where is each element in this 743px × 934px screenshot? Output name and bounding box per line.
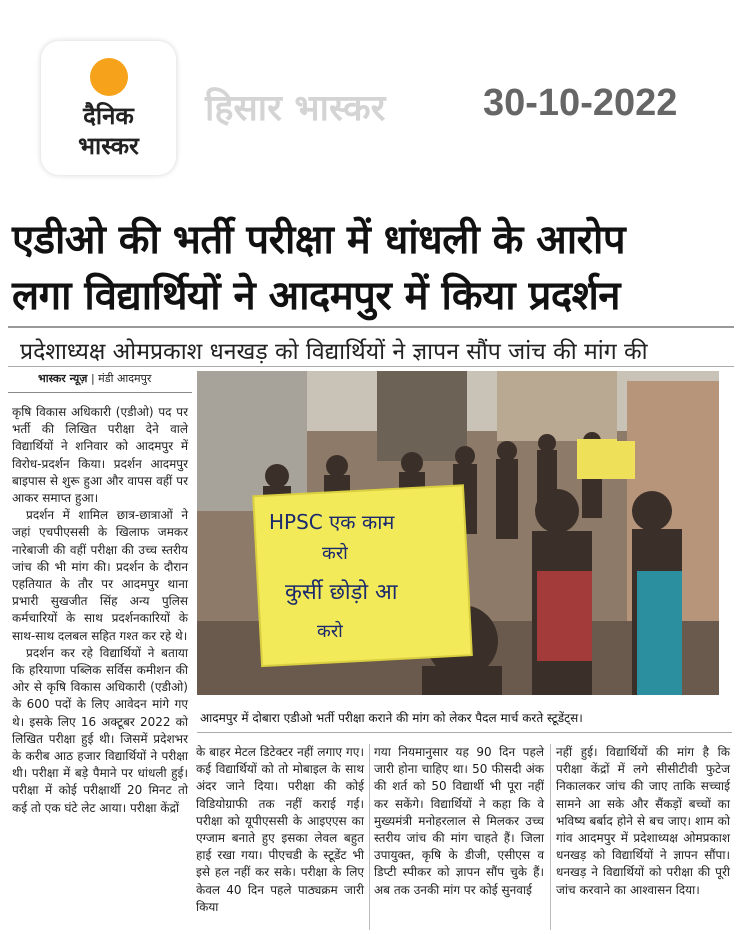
paragraph-1: कृषि विकास अधिकारी (एडीओ) पद पर भर्ती की लिखित परीक्षा देने वाले विद्यार्थियों ने शनिवार को आदमपुर में विरोध-प्रदर्शन किया। प्रदर्शन आदमपुर बाइपास से शुरू हुआ और वापस वहीं पर आकर समाप्त हुआ। <box>12 405 188 506</box>
article-column-1 <box>12 404 188 817</box>
byline-separator: | <box>90 372 99 385</box>
headline-line-2: लगा विद्यार्थियों ने आदमपुर में किया प्रदर्शन <box>12 273 620 319</box>
subheadline: प्रदेशाध्यक्ष ओमप्रकाश धनखड़ को विद्यार्थियों ने ज्ञापन सौंप जांच की मांग की <box>20 339 648 365</box>
edition-name: हिसार भास्कर <box>205 88 386 129</box>
article-column-3: गया नियमानुसार यह 90 दिन पहले जारी होना चाहिए था। 50 फीसदी अंक की शर्त को 50 विद्यार्थी भी पूरा नहीं कर सकेंगे। विद्यार्थियों ने कहा कि वे मुख्यमंत्री मनोहरलाल से मिलकर उच्च स्तरीय जांच की मांग चाहते हैं। जिला उपायुक्त, कृषि के डीजी, एसीएस व डिप्टी स्पीकर को ज्ञापन सौंप चुके हैं। अब तक उनकी मांग पर कोई सुनवाई <box>374 745 544 897</box>
protest-photo <box>197 371 719 695</box>
photo-caption: आदमपुर में दोबारा एडीओ भर्ती परीक्षा कराने की मांग को लेकर पैदल मार्च करते स्टूडेंट्स। <box>200 711 583 725</box>
byline-place: मंडी आदमपुर <box>98 372 152 385</box>
subheadline-divider <box>8 366 734 367</box>
placard-line-4: करो <box>317 621 343 642</box>
placard-line-2: करो <box>322 543 348 564</box>
column-divider <box>550 744 551 930</box>
byline-divider <box>8 392 192 393</box>
byline <box>38 371 151 386</box>
logo-text-line1: दैनिक <box>83 102 134 130</box>
publication-date: 30-10-2022 <box>483 82 678 124</box>
placard-line-3: कुर्सी छोड़ो आ <box>285 580 398 605</box>
headline-divider <box>8 326 734 328</box>
paragraph-3: प्रदर्शन कर रहे विद्यार्थियों ने बताया कि हरियाणा पब्लिक सर्विस कमीशन की ओर से कृषि विकास अधिकारी (एडीओ) के 600 पदों के लिए आवेदन मांगे गए थे। इसके लिए 16 अक्टूबर 2022 को लिखित परीक्षा हुई थी। जिसमें प्रदेशभर के करीब आठ हजार विद्यार्थियों ने परीक्षा थी। परीक्षा में बड़े पैमाने पर धांधली हुई। परीक्षा में कोई परीक्षार्थी 20 मिनट तो कई तो एक घंटे लेट आया। परीक्षा केंद्रों <box>12 645 188 815</box>
paragraph-2: प्रदर्शन में शामिल छात्र-छात्राओं ने जहां एचपीएससी के खिलाफ जमकर नारेबाजी की वहीं परीक्षा की उच्च स्तरीय जांच की भी मांग की। प्रदर्शन के दौरान एहतियात के तौर पर आदमपुर थाना प्रभारी सुखजीत सिंह अन्य पुलिस कर्मचारियों के साथ प्रदर्शनकारियों के साथ-साथ दलबल सहित गश्त कर रहे थे। <box>12 508 188 643</box>
logo-text-line2: भास्कर <box>78 132 139 160</box>
byline-source: भास्कर न्यूज़ <box>38 372 88 385</box>
headline-line-1: एडीओ की भर्ती परीक्षा में धांधली के आरोप <box>12 217 626 263</box>
article-column-2: के बाहर मेटल डिटेक्टर नहीं लगाए गए। कई विद्यार्थियों को तो मोबाइल के साथ अंदर जाने दिया। परीक्षा की कोई विडियोग्राफी तक नहीं कराई गई। परीक्षा को यूपीएससी के आइएएस का एग्जाम बनाते हुए इसका लेवल बहुत हाई रखा गया। पीएचडी के स्टूडेंट भी इसे हल नहीं कर सके। परीक्षा के लिए केवल 40 दिन पहले पाठ्यक्रम जारी किया <box>196 745 364 914</box>
sun-icon <box>90 58 128 96</box>
protest-photo-graphic <box>197 371 719 695</box>
placard-line-1: HPSC एक काम <box>269 510 395 534</box>
column-divider <box>369 744 370 930</box>
caption-divider <box>197 732 732 733</box>
dainik-bhaskar-logo <box>41 41 176 175</box>
article-column-4: नहीं हुई। विद्यार्थियों की मांग है कि परीक्षा केंद्रों में लगे सीसीटीवी फुटेज निकालकर जांच की जाए ताकि सच्चाई सामने आ सके और सैंकड़ों बच्चों का भविष्य बर्बाद होने से बच जाए। शाम को गांव आदमपुर में प्रदेशाध्यक्ष ओमप्रकाश धनखड़ को विद्यार्थियों ने ज्ञापन सौंपा। धनखड़ ने विद्यार्थियों को परीक्षा की पूरी जांच करवाने का आश्वासन दिया। <box>556 745 730 897</box>
